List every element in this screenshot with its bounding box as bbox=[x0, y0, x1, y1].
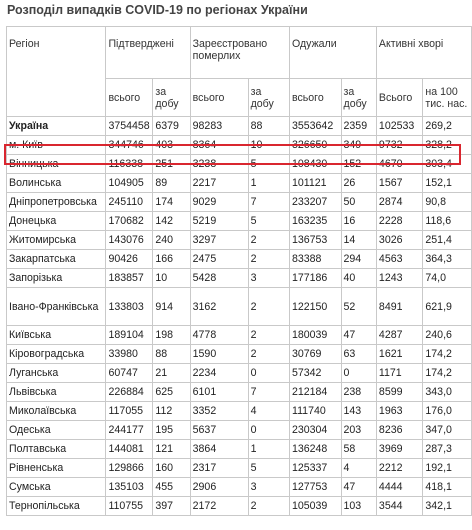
active-per100k-cell: 118,6 bbox=[423, 212, 472, 231]
recovered-total-header: всього bbox=[289, 79, 341, 117]
recovered-day-cell: 16 bbox=[341, 212, 376, 231]
recovered-header: Одужали bbox=[289, 27, 376, 79]
deaths-total-cell: 2906 bbox=[190, 478, 248, 497]
confirmed-day-cell: 914 bbox=[153, 288, 190, 326]
confirmed-total-cell: 104905 bbox=[106, 174, 153, 193]
active-total-cell: 4670 bbox=[376, 155, 422, 174]
active-total-cell: 1963 bbox=[376, 402, 422, 421]
recovered-total-cell: 105039 bbox=[289, 497, 341, 516]
deaths-total-header: всього bbox=[190, 79, 248, 117]
table-row bbox=[7, 345, 472, 364]
recovered-day-cell: 63 bbox=[341, 345, 376, 364]
region-cell: Житомирська bbox=[7, 231, 106, 250]
confirmed-total-cell: 144081 bbox=[106, 440, 153, 459]
region-cell: Запорізька bbox=[7, 269, 106, 288]
active-per100k-cell: 347,0 bbox=[423, 421, 472, 440]
recovered-total-cell: 3553642 bbox=[289, 117, 341, 136]
active-total-cell: 8599 bbox=[376, 383, 422, 402]
recovered-day-cell: 143 bbox=[341, 402, 376, 421]
table-row bbox=[7, 250, 472, 269]
deaths-total-cell: 2172 bbox=[190, 497, 248, 516]
deaths-total-cell: 98283 bbox=[190, 117, 248, 136]
active-per100k-cell: 328,2 bbox=[423, 136, 472, 155]
deaths-day-cell: 2 bbox=[248, 288, 289, 326]
deaths-day-cell: 5 bbox=[248, 155, 289, 174]
confirmed-total-cell: 245110 bbox=[106, 193, 153, 212]
confirmed-total-cell: 135103 bbox=[106, 478, 153, 497]
deaths-day-cell: 2 bbox=[248, 250, 289, 269]
confirmed-total-cell: 170682 bbox=[106, 212, 153, 231]
recovered-total-cell: 163235 bbox=[289, 212, 341, 231]
recovered-day-cell: 50 bbox=[341, 193, 376, 212]
deaths-total-cell: 5637 bbox=[190, 421, 248, 440]
confirmed-total-cell: 33980 bbox=[106, 345, 153, 364]
active-total-cell: 3026 bbox=[376, 231, 422, 250]
deaths-day-cell: 1 bbox=[248, 174, 289, 193]
confirmed-total-cell: 344746 bbox=[106, 136, 153, 155]
confirmed-day-cell: 160 bbox=[153, 459, 190, 478]
recovered-day-cell: 4 bbox=[341, 459, 376, 478]
table-row bbox=[7, 212, 472, 231]
active-total-cell: 9732 bbox=[376, 136, 422, 155]
deaths-day-cell: 0 bbox=[248, 364, 289, 383]
table-row bbox=[7, 117, 472, 136]
recovered-day-cell: 203 bbox=[341, 421, 376, 440]
recovered-total-cell: 127753 bbox=[289, 478, 341, 497]
confirmed-total-cell: 189104 bbox=[106, 326, 153, 345]
active-per100k-cell: 176,0 bbox=[423, 402, 472, 421]
table-row bbox=[7, 326, 472, 345]
recovered-total-cell: 180039 bbox=[289, 326, 341, 345]
recovered-total-cell: 83388 bbox=[289, 250, 341, 269]
recovered-day-cell: 47 bbox=[341, 478, 376, 497]
recovered-day-cell: 40 bbox=[341, 269, 376, 288]
active-total-cell: 2212 bbox=[376, 459, 422, 478]
active-per100k-cell: 240,6 bbox=[423, 326, 472, 345]
deaths-total-cell: 2234 bbox=[190, 364, 248, 383]
recovered-total-cell: 136248 bbox=[289, 440, 341, 459]
recovered-total-cell: 177186 bbox=[289, 269, 341, 288]
active-per100k-cell: 621,9 bbox=[423, 288, 472, 326]
table-body bbox=[7, 117, 472, 516]
region-cell: м. Київ bbox=[7, 136, 106, 155]
active-total-cell: 2874 bbox=[376, 193, 422, 212]
confirmed-day-cell: 88 bbox=[153, 345, 190, 364]
recovered-day-cell: 26 bbox=[341, 174, 376, 193]
region-cell: Рівненська bbox=[7, 459, 106, 478]
deaths-total-cell: 2217 bbox=[190, 174, 248, 193]
deaths-day-cell: 88 bbox=[248, 117, 289, 136]
region-cell: Львівська bbox=[7, 383, 106, 402]
region-cell: Кіровоградська bbox=[7, 345, 106, 364]
table-row bbox=[7, 231, 472, 250]
confirmed-total-cell: 116338 bbox=[106, 155, 153, 174]
table-row bbox=[7, 402, 472, 421]
table-row bbox=[7, 193, 472, 212]
table-row bbox=[7, 288, 472, 326]
recovered-total-cell: 108430 bbox=[289, 155, 341, 174]
confirmed-total-cell: 143076 bbox=[106, 231, 153, 250]
active-per100k-cell: 152,1 bbox=[423, 174, 472, 193]
active-total-cell: 4287 bbox=[376, 326, 422, 345]
active-total-header: Всього bbox=[376, 79, 422, 117]
confirmed-total-cell: 129866 bbox=[106, 459, 153, 478]
confirmed-total-cell: 3754458 bbox=[106, 117, 153, 136]
region-cell: Вінницька bbox=[7, 155, 106, 174]
active-per100k-cell: 343,0 bbox=[423, 383, 472, 402]
recovered-day-cell: 0 bbox=[341, 364, 376, 383]
confirmed-day-cell: 240 bbox=[153, 231, 190, 250]
confirmed-total-cell: 226884 bbox=[106, 383, 153, 402]
deaths-day-cell: 7 bbox=[248, 383, 289, 402]
region-cell: Україна bbox=[7, 117, 106, 136]
deaths-total-cell: 3352 bbox=[190, 402, 248, 421]
region-cell: Донецька bbox=[7, 212, 106, 231]
active-total-cell: 1567 bbox=[376, 174, 422, 193]
active-total-cell: 1243 bbox=[376, 269, 422, 288]
active-per100k-cell: 342,1 bbox=[423, 497, 472, 516]
active-total-cell: 102533 bbox=[376, 117, 422, 136]
active-per100k-cell: 364,3 bbox=[423, 250, 472, 269]
recovered-total-cell: 212184 bbox=[289, 383, 341, 402]
deaths-total-cell: 5219 bbox=[190, 212, 248, 231]
recovered-total-cell: 230304 bbox=[289, 421, 341, 440]
deaths-total-cell: 8364 bbox=[190, 136, 248, 155]
confirmed-total-cell: 244177 bbox=[106, 421, 153, 440]
page-title: Розподіл випадків COVID-19 по регіонах України bbox=[7, 3, 308, 17]
deaths-total-cell: 3864 bbox=[190, 440, 248, 459]
table-row bbox=[7, 174, 472, 193]
active-per100k-cell: 251,4 bbox=[423, 231, 472, 250]
recovered-day-cell: 14 bbox=[341, 231, 376, 250]
active-total-cell: 8236 bbox=[376, 421, 422, 440]
recovered-total-cell: 101121 bbox=[289, 174, 341, 193]
recovered-day-cell: 103 bbox=[341, 497, 376, 516]
confirmed-day-cell: 174 bbox=[153, 193, 190, 212]
active-total-cell: 2228 bbox=[376, 212, 422, 231]
table-row bbox=[7, 383, 472, 402]
active-per100k-cell: 74,0 bbox=[423, 269, 472, 288]
deaths-total-cell: 3297 bbox=[190, 231, 248, 250]
confirmed-total-cell: 183857 bbox=[106, 269, 153, 288]
region-cell: Сумська bbox=[7, 478, 106, 497]
recovered-total-cell: 136753 bbox=[289, 231, 341, 250]
region-cell: Миколаївська bbox=[7, 402, 106, 421]
deaths-day-cell: 2 bbox=[248, 497, 289, 516]
table-row bbox=[7, 136, 472, 155]
deaths-day-cell: 2 bbox=[248, 345, 289, 364]
active-total-cell: 4444 bbox=[376, 478, 422, 497]
region-cell: Полтавська bbox=[7, 440, 106, 459]
confirmed-total-cell: 90426 bbox=[106, 250, 153, 269]
deaths-day-cell: 5 bbox=[248, 459, 289, 478]
deaths-day-cell: 10 bbox=[248, 136, 289, 155]
table-row bbox=[7, 421, 472, 440]
active-per100k-cell: 418,1 bbox=[423, 478, 472, 497]
recovered-total-cell: 233207 bbox=[289, 193, 341, 212]
table-row bbox=[7, 497, 472, 516]
recovered-day-cell: 52 bbox=[341, 288, 376, 326]
recovered-total-cell: 125337 bbox=[289, 459, 341, 478]
confirmed-day-cell: 251 bbox=[153, 155, 190, 174]
active-header: Активні хворі bbox=[376, 27, 471, 79]
confirmed-total-cell: 133803 bbox=[106, 288, 153, 326]
confirmed-total-header: всього bbox=[106, 79, 153, 117]
region-cell: Тернопільська bbox=[7, 497, 106, 516]
recovered-total-cell: 326650 bbox=[289, 136, 341, 155]
recovered-day-cell: 58 bbox=[341, 440, 376, 459]
deaths-day-cell: 5 bbox=[248, 212, 289, 231]
deaths-day-cell: 7 bbox=[248, 193, 289, 212]
active-per100k-header: на 100 тис. нас. bbox=[423, 79, 472, 117]
region-cell: Закарпатська bbox=[7, 250, 106, 269]
deaths-total-cell: 1590 bbox=[190, 345, 248, 364]
active-per100k-cell: 90,8 bbox=[423, 193, 472, 212]
confirmed-day-cell: 10 bbox=[153, 269, 190, 288]
active-total-cell: 4563 bbox=[376, 250, 422, 269]
deaths-total-cell: 2317 bbox=[190, 459, 248, 478]
region-cell: Київська bbox=[7, 326, 106, 345]
recovered-day-cell: 2359 bbox=[341, 117, 376, 136]
region-header: Регіон bbox=[7, 27, 106, 117]
confirmed-total-cell: 110755 bbox=[106, 497, 153, 516]
recovered-day-cell: 152 bbox=[341, 155, 376, 174]
active-total-cell: 8491 bbox=[376, 288, 422, 326]
region-cell: Дніпропетровська bbox=[7, 193, 106, 212]
deaths-day-cell: 4 bbox=[248, 402, 289, 421]
active-total-cell: 3969 bbox=[376, 440, 422, 459]
confirmed-total-cell: 117055 bbox=[106, 402, 153, 421]
confirmed-day-cell: 21 bbox=[153, 364, 190, 383]
confirmed-day-cell: 112 bbox=[153, 402, 190, 421]
confirmed-day-cell: 166 bbox=[153, 250, 190, 269]
region-cell: Волинська bbox=[7, 174, 106, 193]
confirmed-day-cell: 625 bbox=[153, 383, 190, 402]
deaths-total-cell: 4778 bbox=[190, 326, 248, 345]
region-cell: Одеська bbox=[7, 421, 106, 440]
active-per100k-cell: 303,4 bbox=[423, 155, 472, 174]
recovered-total-cell: 57342 bbox=[289, 364, 341, 383]
recovered-total-cell: 30769 bbox=[289, 345, 341, 364]
deaths-total-cell: 2475 bbox=[190, 250, 248, 269]
region-cell: Івано-Франківська bbox=[7, 288, 106, 326]
deaths-total-cell: 3238 bbox=[190, 155, 248, 174]
deaths-total-cell: 5428 bbox=[190, 269, 248, 288]
active-per100k-cell: 174,2 bbox=[423, 364, 472, 383]
deaths-day-cell: 3 bbox=[248, 269, 289, 288]
table-row bbox=[7, 478, 472, 497]
recovered-day-cell: 294 bbox=[341, 250, 376, 269]
active-per100k-cell: 174,2 bbox=[423, 345, 472, 364]
table-row bbox=[7, 459, 472, 478]
active-total-cell: 1621 bbox=[376, 345, 422, 364]
active-total-cell: 3544 bbox=[376, 497, 422, 516]
deaths-day-cell: 0 bbox=[248, 421, 289, 440]
covid-regions-table bbox=[6, 26, 472, 516]
confirmed-day-cell: 142 bbox=[153, 212, 190, 231]
deaths-day-cell: 1 bbox=[248, 440, 289, 459]
deaths-day-cell: 2 bbox=[248, 231, 289, 250]
deaths-total-cell: 6101 bbox=[190, 383, 248, 402]
confirmed-total-cell: 60747 bbox=[106, 364, 153, 383]
recovered-day-cell: 238 bbox=[341, 383, 376, 402]
active-total-cell: 1171 bbox=[376, 364, 422, 383]
deaths-day-cell: 3 bbox=[248, 478, 289, 497]
confirmed-day-cell: 195 bbox=[153, 421, 190, 440]
deaths-total-cell: 3162 bbox=[190, 288, 248, 326]
recovered-day-cell: 47 bbox=[341, 326, 376, 345]
recovered-day-cell: 349 bbox=[341, 136, 376, 155]
confirmed-day-header: за добу bbox=[153, 79, 190, 117]
deaths-total-cell: 9029 bbox=[190, 193, 248, 212]
recovered-total-cell: 122150 bbox=[289, 288, 341, 326]
confirmed-day-cell: 121 bbox=[153, 440, 190, 459]
deaths-day-cell: 2 bbox=[248, 326, 289, 345]
confirmed-day-cell: 89 bbox=[153, 174, 190, 193]
table-row bbox=[7, 364, 472, 383]
table-row bbox=[7, 155, 472, 174]
confirmed-day-cell: 198 bbox=[153, 326, 190, 345]
deaths-header: Зареєстровано померлих bbox=[190, 27, 289, 79]
recovered-day-header: за добу bbox=[341, 79, 376, 117]
recovered-total-cell: 111740 bbox=[289, 402, 341, 421]
confirmed-day-cell: 397 bbox=[153, 497, 190, 516]
active-per100k-cell: 192,1 bbox=[423, 459, 472, 478]
table-row bbox=[7, 440, 472, 459]
active-per100k-cell: 269,2 bbox=[423, 117, 472, 136]
deaths-day-header: за добу bbox=[248, 79, 289, 117]
active-per100k-cell: 287,3 bbox=[423, 440, 472, 459]
table-row bbox=[7, 269, 472, 288]
confirmed-day-cell: 6379 bbox=[153, 117, 190, 136]
region-cell: Луганська bbox=[7, 364, 106, 383]
confirmed-day-cell: 403 bbox=[153, 136, 190, 155]
confirmed-day-cell: 455 bbox=[153, 478, 190, 497]
confirmed-header: Підтверджені bbox=[106, 27, 190, 79]
